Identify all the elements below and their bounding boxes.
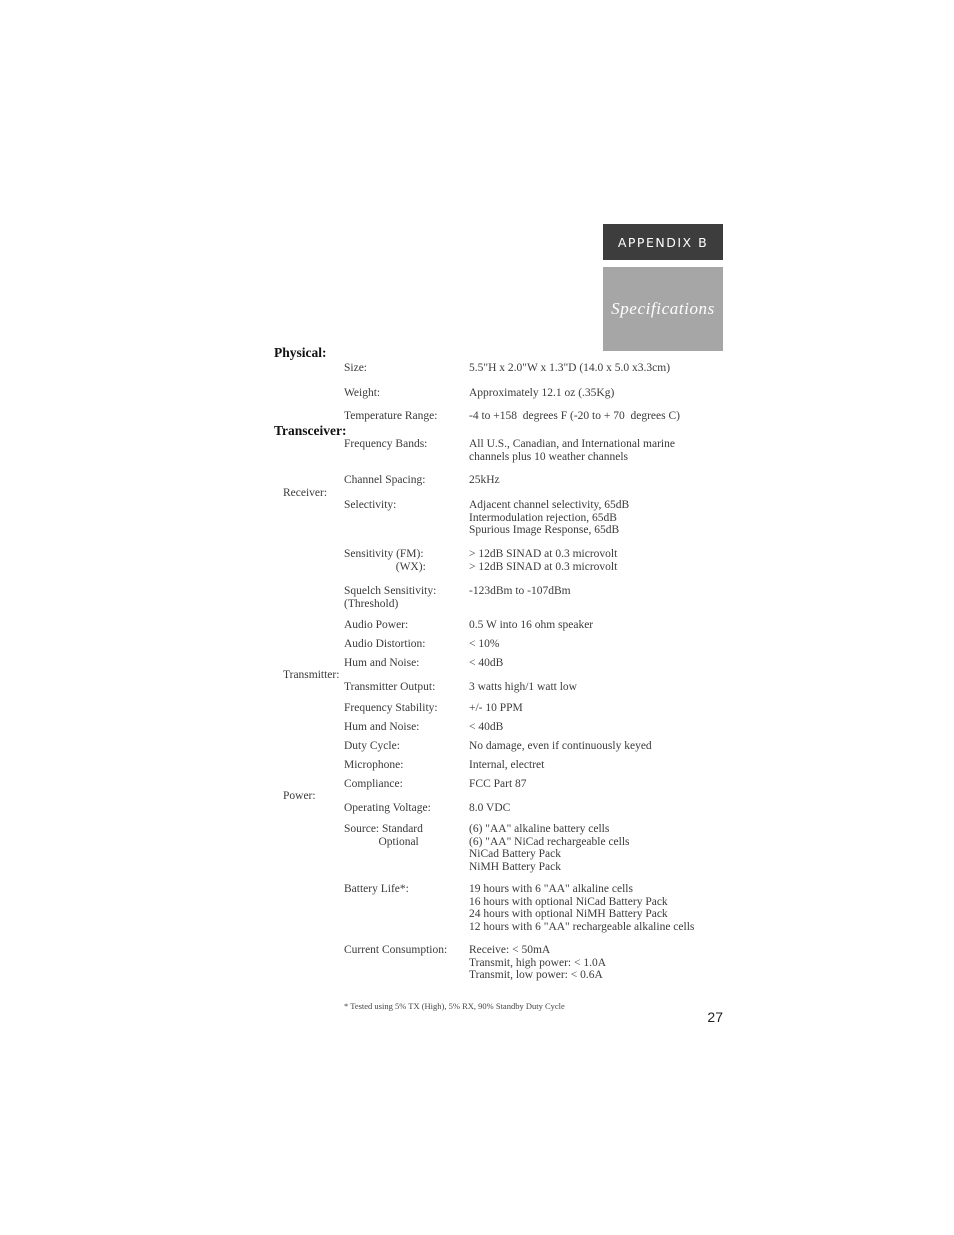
- spec-value: > 12dB SINAD at 0.3 microvolt > 12dB SINAD at 0.3 microvolt: [469, 548, 618, 573]
- spec-label: Microphone:: [344, 759, 404, 771]
- spec-label: Duty Cycle:: [344, 740, 400, 752]
- spec-label: Frequency Bands:: [344, 438, 428, 450]
- spec-value: FCC Part 87: [469, 778, 527, 790]
- spec-value: 19 hours with 6 "AA" alkaline cells 16 hours with optional NiCad Battery Pack 24 hours with optional NiMH Battery Pack 12 hours with 6 "AA" rechargeable alkaline cells: [469, 883, 695, 933]
- spec-label: Audio Distortion:: [344, 638, 426, 650]
- spec-label: Channel Spacing:: [344, 474, 426, 486]
- spec-value: Adjacent channel selectivity, 65dB Intermodulation rejection, 65dB Spurious Image Response, 65dB: [469, 499, 630, 536]
- spec-label: Transmitter Output:: [344, 681, 436, 693]
- spec-value: 5.5"H x 2.0"W x 1.3"D (14.0 x 5.0 x3.3cm): [469, 362, 671, 374]
- spec-value: 0.5 W into 16 ohm speaker: [469, 619, 594, 631]
- spec-value: +/- 10 PPM: [469, 702, 523, 714]
- spec-label: Squelch Sensitivity: (Threshold): [344, 585, 437, 610]
- spec-label: Size:: [344, 362, 367, 374]
- spec-value: -123dBm to -107dBm: [469, 585, 571, 597]
- group-label-receiver: Receiver:: [283, 487, 328, 499]
- section-heading-transceiver: Transceiver:: [274, 423, 347, 438]
- spec-label: Temperature Range:: [344, 410, 438, 422]
- appendix-tab: APPENDIX B: [603, 224, 723, 260]
- group-label-power: Power:: [283, 790, 316, 802]
- spec-value: (6) "AA" alkaline battery cells (6) "AA" NiCad rechargeable cells NiCad Battery Pack NiMH Battery Pack: [469, 823, 630, 873]
- spec-label: Operating Voltage:: [344, 802, 431, 814]
- spec-label: Source: Standard Optional: [344, 823, 423, 848]
- page-number: 27: [707, 1009, 723, 1025]
- page-title: Specifications: [603, 267, 723, 351]
- spec-label: Hum and Noise:: [344, 657, 420, 669]
- spec-label: Frequency Stability:: [344, 702, 438, 714]
- spec-label: Compliance:: [344, 778, 403, 790]
- spec-value: Approximately 12.1 oz (.35Kg): [469, 387, 615, 399]
- section-heading-physical: Physical:: [274, 345, 327, 360]
- spec-value: All U.S., Canadian, and International marine channels plus 10 weather channels: [469, 438, 675, 463]
- spec-label: Hum and Noise:: [344, 721, 420, 733]
- spec-label: Current Consumption:: [344, 944, 448, 956]
- spec-value: 8.0 VDC: [469, 802, 511, 814]
- spec-label: Audio Power:: [344, 619, 409, 631]
- spec-label: Weight:: [344, 387, 381, 399]
- spec-value: Internal, electret: [469, 759, 545, 771]
- spec-value: 3 watts high/1 watt low: [469, 681, 577, 693]
- spec-label: Sensitivity (FM): (WX):: [344, 548, 426, 573]
- spec-value: < 40dB: [469, 657, 504, 669]
- spec-value: -4 to +158 degrees F (-20 to + 70 degrees C): [469, 410, 680, 422]
- footnote: * Tested using 5% TX (High), 5% RX, 90% Standby Duty Cycle: [344, 1001, 565, 1011]
- group-label-transmitter: Transmitter:: [283, 669, 340, 681]
- spec-value: No damage, even if continuously keyed: [469, 740, 652, 752]
- spec-label: Battery Life*:: [344, 883, 409, 895]
- spec-value: < 40dB: [469, 721, 504, 733]
- spec-value: < 10%: [469, 638, 500, 650]
- spec-label: Selectivity:: [344, 499, 397, 511]
- spec-value: 25kHz: [469, 474, 500, 486]
- spec-value: Receive: < 50mA Transmit, high power: < 1.0A Transmit, low power: < 0.6A: [469, 944, 607, 981]
